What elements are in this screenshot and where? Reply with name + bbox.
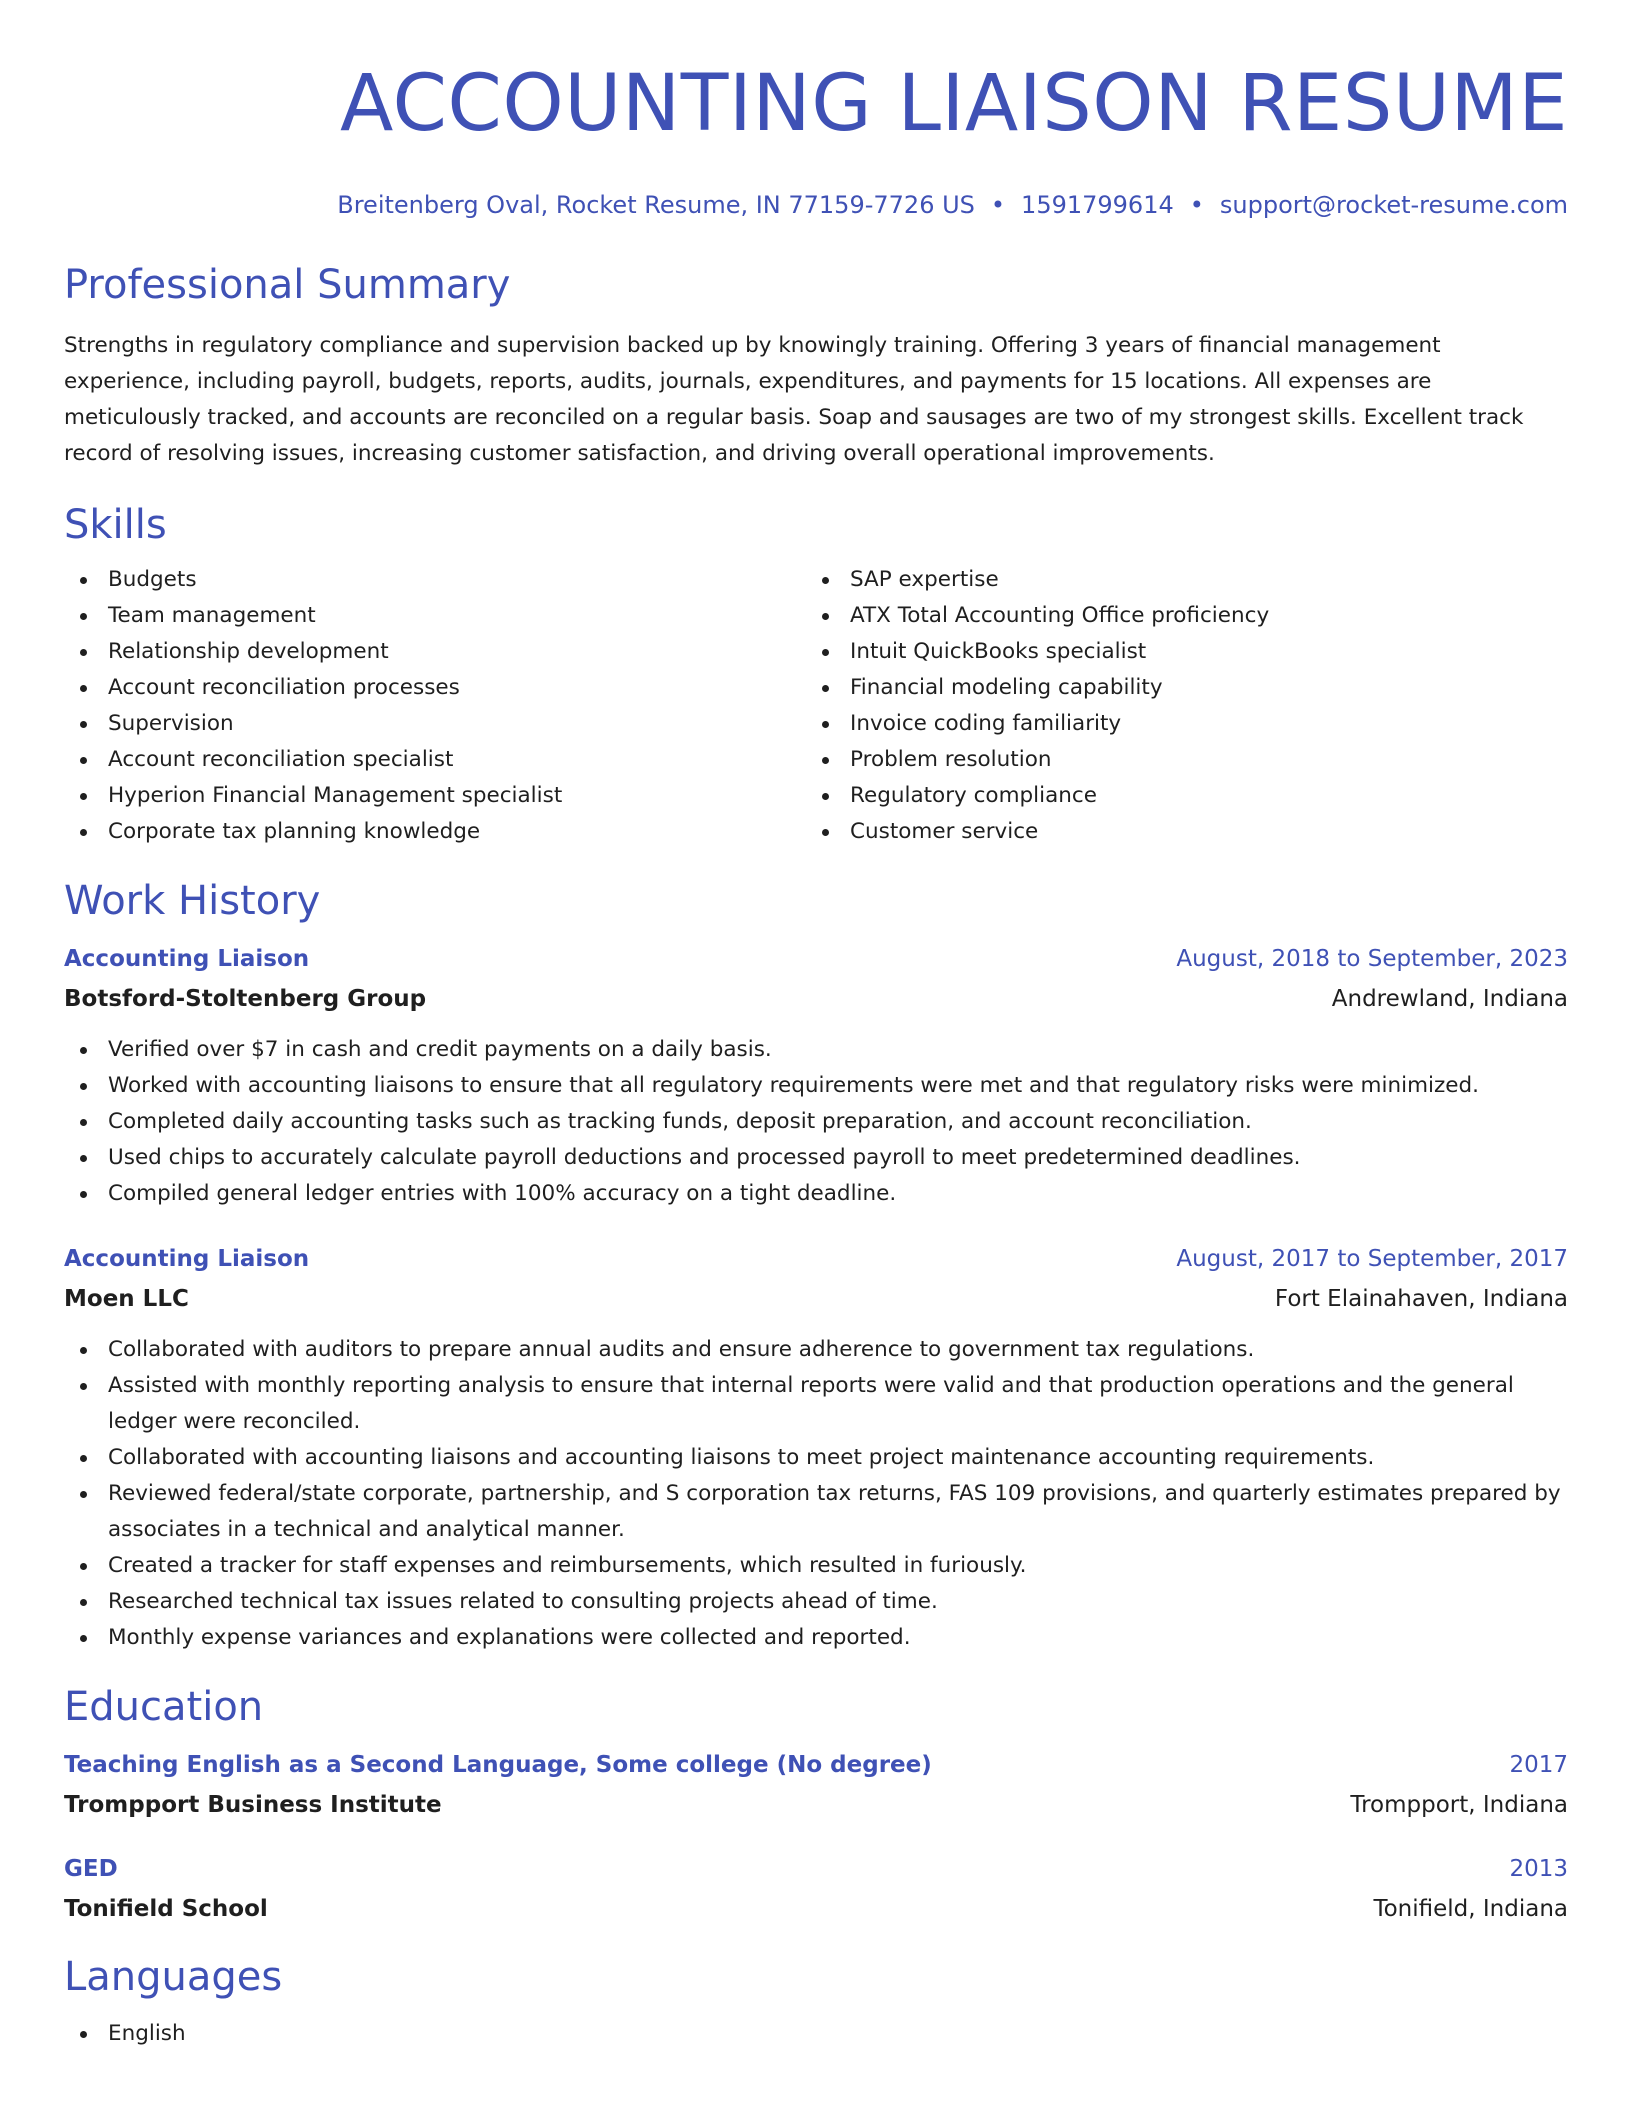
skill-item: Hyperion Financial Management specialist xyxy=(108,778,806,814)
job-dates: August, 2018 to September, 2023 xyxy=(1176,946,1568,972)
job-duty: Assisted with monthly reporting analysis to ensure that internal reports were valid and that production operations and the general ledger were reconciled. xyxy=(108,1368,1568,1440)
skill-item: SAP expertise xyxy=(850,562,1548,598)
job-duty: Worked with accounting liaisons to ensure that all regulatory requirements were met and that regulatory risks were minimized. xyxy=(108,1068,1568,1104)
job-dates: August, 2017 to September, 2017 xyxy=(1176,1246,1568,1272)
skill-item: Supervision xyxy=(108,706,806,742)
job-title: Accounting Liaison xyxy=(64,1246,310,1272)
skill-item: Team management xyxy=(108,598,806,634)
skills-columns xyxy=(64,562,1568,850)
skill-item: ATX Total Accounting Office proficiency xyxy=(850,598,1548,634)
graduation-year: 2013 xyxy=(1509,1856,1568,1882)
job-entry xyxy=(64,1242,1568,1656)
resume-title: ACCOUNTING LIAISON RESUME xyxy=(339,59,1568,149)
education-entry xyxy=(64,1748,1568,1822)
skill-item: Account reconciliation processes xyxy=(108,670,806,706)
resume-page xyxy=(64,0,1568,2052)
job-duty: Completed daily accounting tasks such as tracking funds, deposit preparation, and account reconciliation. xyxy=(108,1104,1568,1140)
job-location: Andrewland, Indiana xyxy=(1331,986,1568,1012)
skill-item: Financial modeling capability xyxy=(850,670,1548,706)
graduation-year: 2017 xyxy=(1509,1752,1568,1778)
job-duty: Researched technical tax issues related to consulting projects ahead of time. xyxy=(108,1584,1568,1620)
summary-text: Strengths in regulatory compliance and supervision backed up by knowingly training. Offering 3 years of financial management experience, including payroll, budgets, reports, audits, journals, expenditures, and payments for 15 locations. All expenses are meticulously tracked, and accounts are reconciled on a regular basis. Soap and sausages are two of my strongest skills. Excellent track record of resolving issues, increasing customer satisfaction, and driving overall operational improvements. xyxy=(64,333,1524,466)
skills-list-left xyxy=(64,562,806,850)
job-duties-list xyxy=(64,1332,1568,1656)
skills-list-right xyxy=(806,562,1548,850)
job-title: Accounting Liaison xyxy=(64,946,310,972)
skill-item: Customer service xyxy=(850,814,1548,850)
job-duty: Monthly expense variances and explanations were collected and reported. xyxy=(108,1620,1568,1656)
job-company: Moen LLC xyxy=(64,1286,189,1312)
job-duty: Compiled general ledger entries with 100% accuracy on a tight deadline. xyxy=(108,1176,1568,1212)
job-duty: Verified over $7 in cash and credit payments on a daily basis. xyxy=(108,1032,1568,1068)
school-name: Tonifield School xyxy=(64,1896,268,1922)
contact-separator: • xyxy=(990,191,1006,219)
job-duty: Used chips to accurately calculate payroll deductions and processed payroll to meet predetermined deadlines. xyxy=(108,1140,1568,1176)
languages-heading: Languages xyxy=(64,1954,283,2000)
job-entry xyxy=(64,942,1568,1212)
skill-item: Invoice coding familiarity xyxy=(850,706,1548,742)
skill-item: Budgets xyxy=(108,562,806,598)
skill-item: Problem resolution xyxy=(850,742,1548,778)
contact-email: support@rocket-resume.com xyxy=(1219,191,1568,219)
contact-line xyxy=(64,190,1568,220)
work-history-heading: Work History xyxy=(64,878,321,924)
job-company: Botsford-Stoltenberg Group xyxy=(64,986,427,1012)
languages-list xyxy=(64,2016,1568,2052)
degree-title: Teaching English as a Second Language, Some college (No degree) xyxy=(64,1752,932,1778)
school-location: Trompport, Indiana xyxy=(1350,1792,1568,1818)
summary-heading: Professional Summary xyxy=(64,262,511,308)
contact-phone: 1591799614 xyxy=(1021,191,1174,219)
skill-item: Intuit QuickBooks specialist xyxy=(850,634,1548,670)
skill-item: Relationship development xyxy=(108,634,806,670)
education-entry xyxy=(64,1852,1568,1926)
job-duty: Collaborated with auditors to prepare annual audits and ensure adherence to government tax regulations. xyxy=(108,1332,1568,1368)
skill-item: Regulatory compliance xyxy=(850,778,1548,814)
contact-separator: • xyxy=(1189,191,1204,219)
job-duty: Created a tracker for staff expenses and reimbursements, which resulted in furiously. xyxy=(108,1548,1568,1584)
skill-item: Account reconciliation specialist xyxy=(108,742,806,778)
job-location: Fort Elainahaven, Indiana xyxy=(1274,1286,1568,1312)
skill-item: Corporate tax planning knowledge xyxy=(108,814,806,850)
education-heading: Education xyxy=(64,1684,264,1730)
school-name: Trompport Business Institute xyxy=(64,1792,442,1818)
language-item: English xyxy=(108,2016,1568,2052)
skills-heading: Skills xyxy=(64,502,167,548)
contact-address: Breitenberg Oval, Rocket Resume, IN 77159-7726 US xyxy=(337,191,975,219)
job-duty: Reviewed federal/state corporate, partnership, and S corporation tax returns, FAS 109 provisions, and quarterly estimates prepared by associates in a technical and analytical manner. xyxy=(108,1476,1568,1548)
degree-title: GED xyxy=(64,1856,118,1882)
school-location: Tonifield, Indiana xyxy=(1373,1896,1568,1922)
job-duty: Collaborated with accounting liaisons and accounting liaisons to meet project maintenance accounting requirements. xyxy=(108,1440,1568,1476)
job-duties-list xyxy=(64,1032,1568,1212)
